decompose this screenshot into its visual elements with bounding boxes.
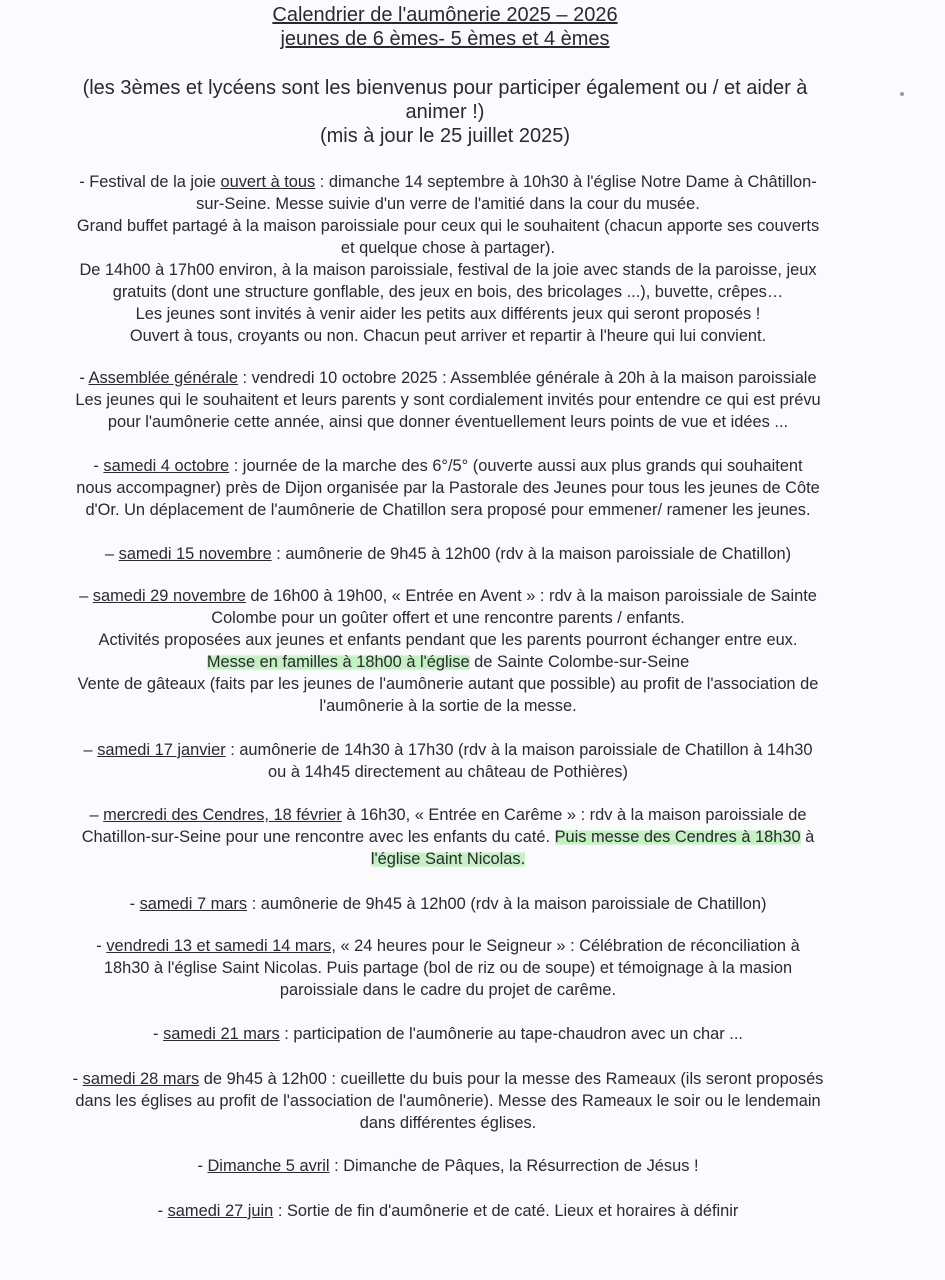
scan-speck xyxy=(900,92,904,96)
event-prefix: – xyxy=(89,806,104,824)
event-label: samedi 27 juin xyxy=(167,1202,274,1220)
event-text: : aumônerie de 9h45 à 12h00 (rdv à la maison paroissiale de Chatillon) xyxy=(247,895,767,913)
title-line-1: Calendrier de l'aumônerie 2025 – 2026 xyxy=(272,4,618,26)
event-label: samedi 4 octobre xyxy=(103,457,230,475)
event-text: l'aumônerie à la sortie de la messe. xyxy=(319,697,577,715)
event-mar21 xyxy=(8,1023,888,1045)
event-prefix: - xyxy=(197,1157,208,1175)
event-text: Les jeunes qui le souhaitent et leurs parents y sont cordialement invités pour entendre ce qui est prévu xyxy=(75,391,821,409)
event-text: : aumônerie de 14h30 à 17h30 (rdv à la maison paroissiale de Chatillon à 14h30 xyxy=(225,741,813,759)
event-label: Assemblée générale xyxy=(88,369,238,387)
event-prefix: - xyxy=(96,937,107,955)
intro-line-3: (mis à jour le 25 juillet 2025) xyxy=(319,125,571,147)
event-label: samedi 21 mars xyxy=(163,1025,280,1043)
title-line-2: jeunes de 6 èmes- 5 èmes et 4 èmes xyxy=(280,28,610,50)
highlighted-mass-text: Puis messe des Cendres à 18h30 xyxy=(554,828,801,846)
event-text: : aumônerie de 9h45 à 12h00 (rdv à la maison paroissiale de Chatillon) xyxy=(271,545,792,563)
event-jan17 xyxy=(8,739,888,783)
event-text: ou à 14h45 directement au château de Pothières) xyxy=(268,763,628,781)
highlighted-mass-text: Messe en familles à 18h00 à l'église xyxy=(206,653,470,671)
event-prefix: – xyxy=(83,741,98,759)
event-oct4 xyxy=(8,455,888,521)
event-assemblee xyxy=(8,367,888,433)
event-text: Chatillon-sur-Seine pour une rencontre avec les enfants du caté. xyxy=(81,828,555,846)
event-label: samedi 15 novembre xyxy=(118,545,272,563)
intro-note xyxy=(20,76,870,148)
event-text: 18h30 à l'église Saint Nicolas. Puis partage (bol de riz ou de soupe) et témoignage à la masion xyxy=(103,959,793,977)
event-text: dans différentes églises. xyxy=(359,1114,537,1132)
event-prefix: - xyxy=(157,1202,168,1220)
event-text: paroissiale dans le cadre du projet de carême. xyxy=(279,981,617,999)
event-label: samedi 29 novembre xyxy=(92,587,246,605)
event-text: sur-Seine. Messe suivie d'un verre de l'amitié dans la cour du musée. xyxy=(196,195,700,213)
event-nov29 xyxy=(8,585,888,717)
event-text: pour l'aumônerie cette année, ainsi que donner éventuellement leurs points de vue et idées ... xyxy=(107,413,789,431)
event-text: : dimanche 14 septembre à 10h30 à l'église Notre Dame à Châtillon- xyxy=(315,173,817,191)
event-text: Les jeunes sont invités à venir aider les petits aux différents jeux qui seront proposés ! xyxy=(135,305,761,323)
event-label: samedi 7 mars xyxy=(139,895,248,913)
event-prefix: - xyxy=(153,1025,164,1043)
event-text: Activités proposées aux jeunes et enfants pendant que les parents pourront échanger entre eux. xyxy=(98,631,798,649)
event-mar28 xyxy=(8,1068,888,1134)
event-text: de Sainte Colombe-sur-Seine xyxy=(469,653,690,671)
event-festival xyxy=(8,171,888,347)
document-title xyxy=(0,3,890,51)
event-text: : journée de la marche des 6°/5° (ouverte aussi aux plus grands qui souhaitent xyxy=(229,457,803,475)
event-prefix: - xyxy=(93,457,104,475)
event-label: samedi 28 mars xyxy=(82,1070,200,1088)
event-prefix: - xyxy=(72,1070,83,1088)
event-text: : participation de l'aumônerie au tape-chaudron avec un char ... xyxy=(279,1025,743,1043)
highlighted-church-text: l'église Saint Nicolas. xyxy=(370,850,526,868)
event-label: samedi 17 janvier xyxy=(97,741,226,759)
event-text: à 16h30, « Entrée en Carême » : rdv à la maison paroissiale de xyxy=(341,806,807,824)
event-text: nous accompagner) près de Dijon organisée par la Pastorale des Jeunes pour tous les jeunes de Côte xyxy=(76,479,820,497)
event-text: d'Or. Un déplacement de l'aumônerie de Chatillon sera proposé pour emmener/ ramener les jeunes. xyxy=(85,501,811,519)
intro-line-2: animer !) xyxy=(405,101,485,123)
intro-line-1: (les 3èmes et lycéens sont les bienvenus pour participer également ou / et aider à xyxy=(82,77,808,99)
event-label: Dimanche 5 avril xyxy=(207,1157,330,1175)
event-mar13 xyxy=(8,935,888,1001)
event-prefix: – xyxy=(79,587,93,605)
event-text: gratuits (dont une structure gonflable, des jeux en bois, des bricolages ...), buvette, crêpes… xyxy=(112,283,784,301)
event-prefix: - xyxy=(129,895,140,913)
event-text: à xyxy=(800,828,815,846)
event-text: Colombe pour un goûter offert et une rencontre parents / enfants. xyxy=(211,609,685,627)
event-prefix: – xyxy=(104,545,119,563)
event-cendres xyxy=(8,804,888,870)
event-jun27 xyxy=(8,1200,888,1222)
event-text: : vendredi 10 octobre 2025 : Assemblée générale à 20h à la maison paroissiale xyxy=(237,369,817,387)
event-label: ouvert à tous xyxy=(220,173,316,191)
event-nov15 xyxy=(8,543,888,565)
event-prefix: - xyxy=(79,369,89,387)
event-text: de 9h45 à 12h00 : cueillette du buis pour la messe des Rameaux (ils seront proposés xyxy=(199,1070,824,1088)
event-text: : Sortie de fin d'aumônerie et de caté. Lieux et horaires à définir xyxy=(273,1202,739,1220)
event-label: mercredi des Cendres, 18 février xyxy=(103,806,342,824)
event-text: Ouvert à tous, croyants ou non. Chacun peut arriver et repartir à l'heure qui lui convient. xyxy=(129,327,767,345)
event-apr5 xyxy=(8,1155,888,1177)
event-text: « 24 heures pour le Seigneur » : Célébration de réconciliation à xyxy=(335,937,800,955)
event-text: de 16h00 à 19h00, « Entrée en Avent » : rdv à la maison paroissiale de Sainte xyxy=(245,587,817,605)
event-text: Vente de gâteaux (faits par les jeunes de l'aumônerie autant que possible) au profit de l'association de xyxy=(77,675,819,693)
event-label: vendredi 13 et samedi 14 mars, xyxy=(106,937,336,955)
event-text: dans les églises au profit de l'association de l'aumônerie). Messe des Rameaux le soir ou le lendemain xyxy=(75,1092,821,1110)
event-text: : Dimanche de Pâques, la Résurrection de Jésus ! xyxy=(329,1157,699,1175)
event-mar7 xyxy=(8,893,888,915)
event-text: et quelque chose à partager). xyxy=(340,239,556,257)
event-prefix: - Festival de la joie xyxy=(79,173,216,191)
event-text: Grand buffet partagé à la maison paroissiale pour ceux qui le souhaitent (chacun apporte ses couverts xyxy=(76,217,820,235)
event-text: De 14h00 à 17h00 environ, à la maison paroissiale, festival de la joie avec stands de la paroisse, jeux xyxy=(79,261,817,279)
